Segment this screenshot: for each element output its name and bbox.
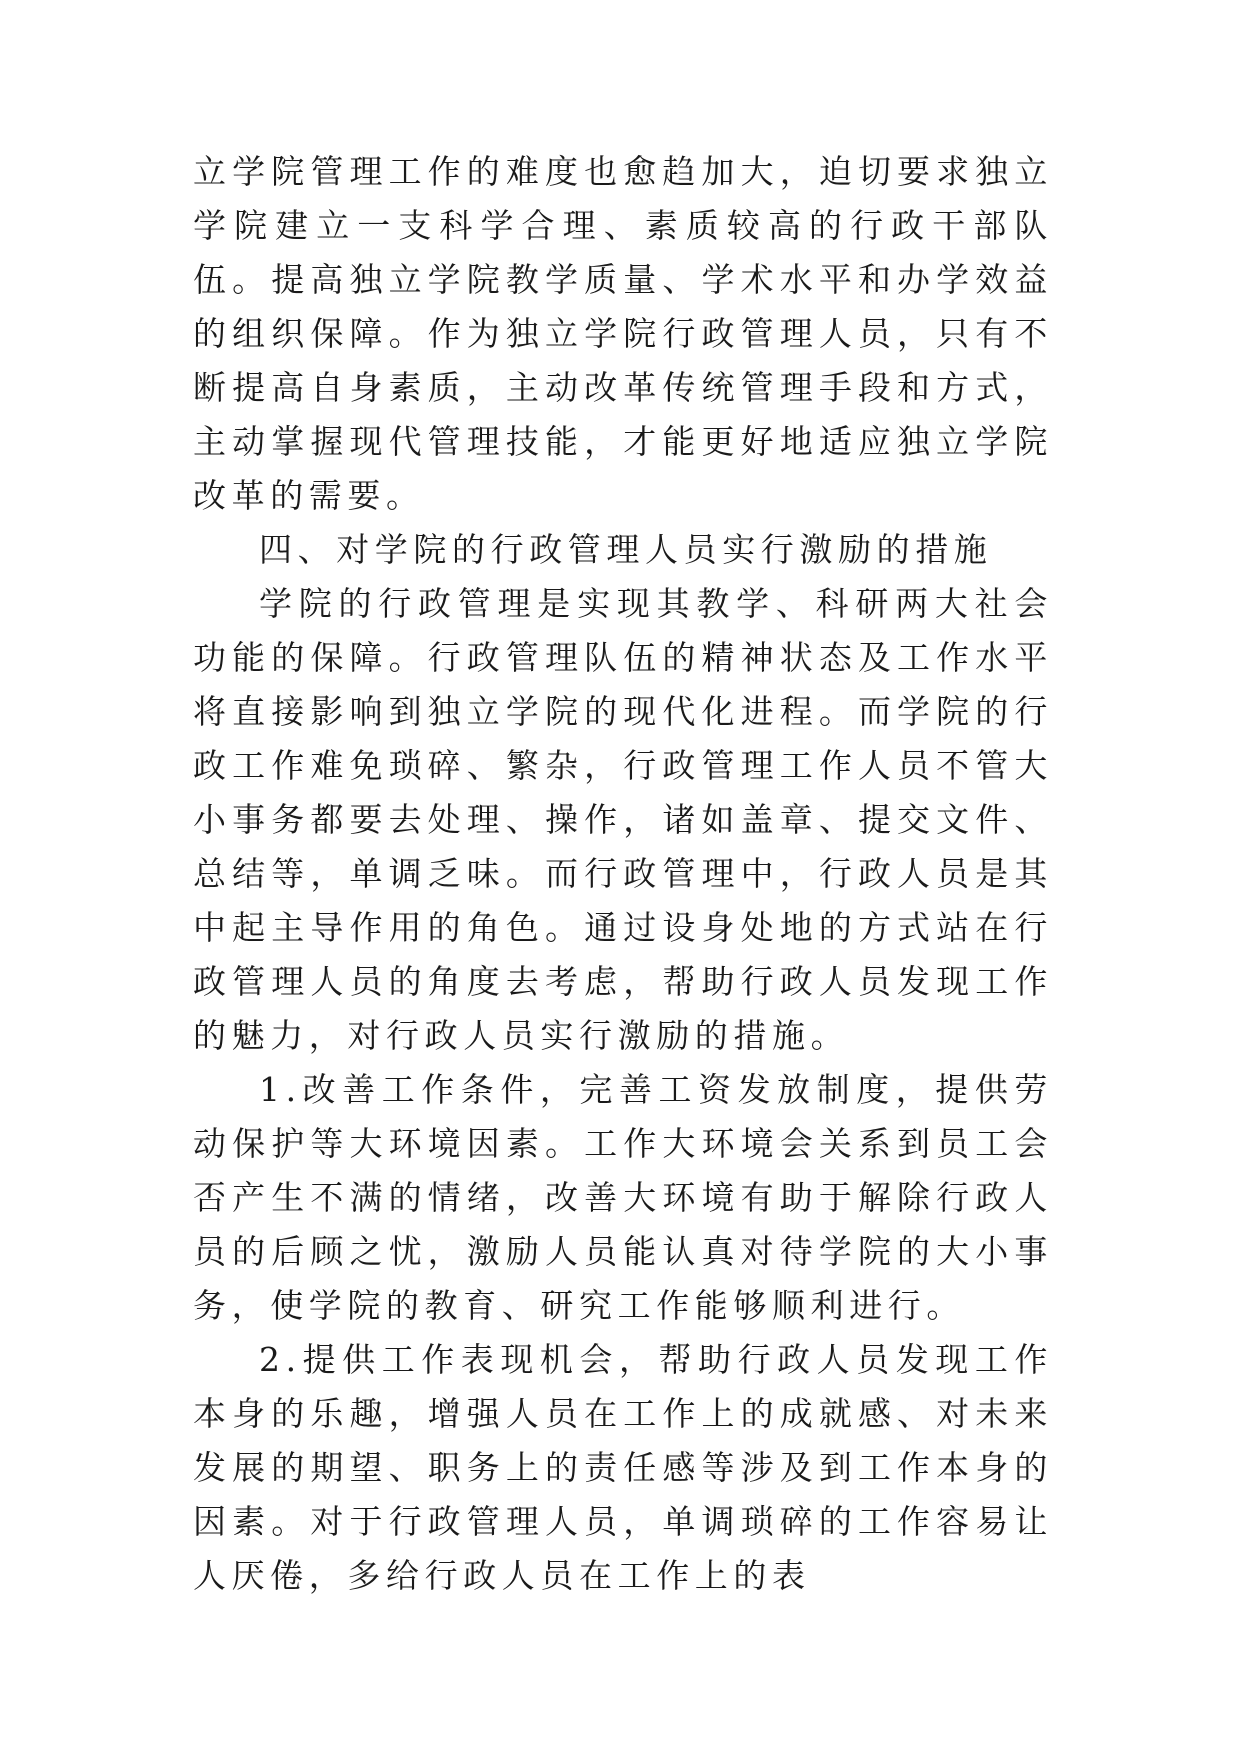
document-body — [193, 145, 1053, 1603]
paragraph: 学院的行政管理是实现其教学、科研两大社会功能的保障。行政管理队伍的精神状态及工作水平将直接影响到独立学院的现代化进程。而学院的行政工作难免琐碎、繁杂，行政管理工作人员不管大小事务都要去处理、操作，诸如盖章、提交文件、总结等，单调乏味。而行政管理中，行政人员是其中起主导作用的角色。通过设身处地的方式站在行政管理人员的角度去考虑，帮助行政人员发现工作的魅力，对行政人员实行激励的措施。 — [193, 584, 1053, 1055]
paragraph-continuation: 立学院管理工作的难度也愈趋加大，迫切要求独立学院建立一支科学合理、素质较高的行政干部队伍。提高独立学院教学质量、学术水平和办学效益的组织保障。作为独立学院行政管理人员，只有不断提高自身素质，主动改革传统管理手段和方式，主动掌握现代管理技能，才能更好地适应独立学院改革的需要。 — [193, 152, 1053, 515]
list-item-paragraph: 1.改善工作条件，完善工资发放制度，提供劳动保护等大环境因素。工作大环境会关系到员工会否产生不满的情绪，改善大环境有助于解除行政人员的后顾之忧，激励人员能认真对待学院的大小事务，使学院的教育、研究工作能够顺利进行。 — [193, 1070, 1053, 1325]
list-item-paragraph: 2.提供工作表现机会，帮助行政人员发现工作本身的乐趣，增强人员在工作上的成就感、对未来发展的期望、职务上的责任感等涉及到工作本身的因素。对于行政管理人员，单调琐碎的工作容易让人厌倦，多给行政人员在工作上的表 — [193, 1340, 1053, 1595]
section-heading: 四、对学院的行政管理人员实行激励的措施 — [259, 530, 993, 569]
